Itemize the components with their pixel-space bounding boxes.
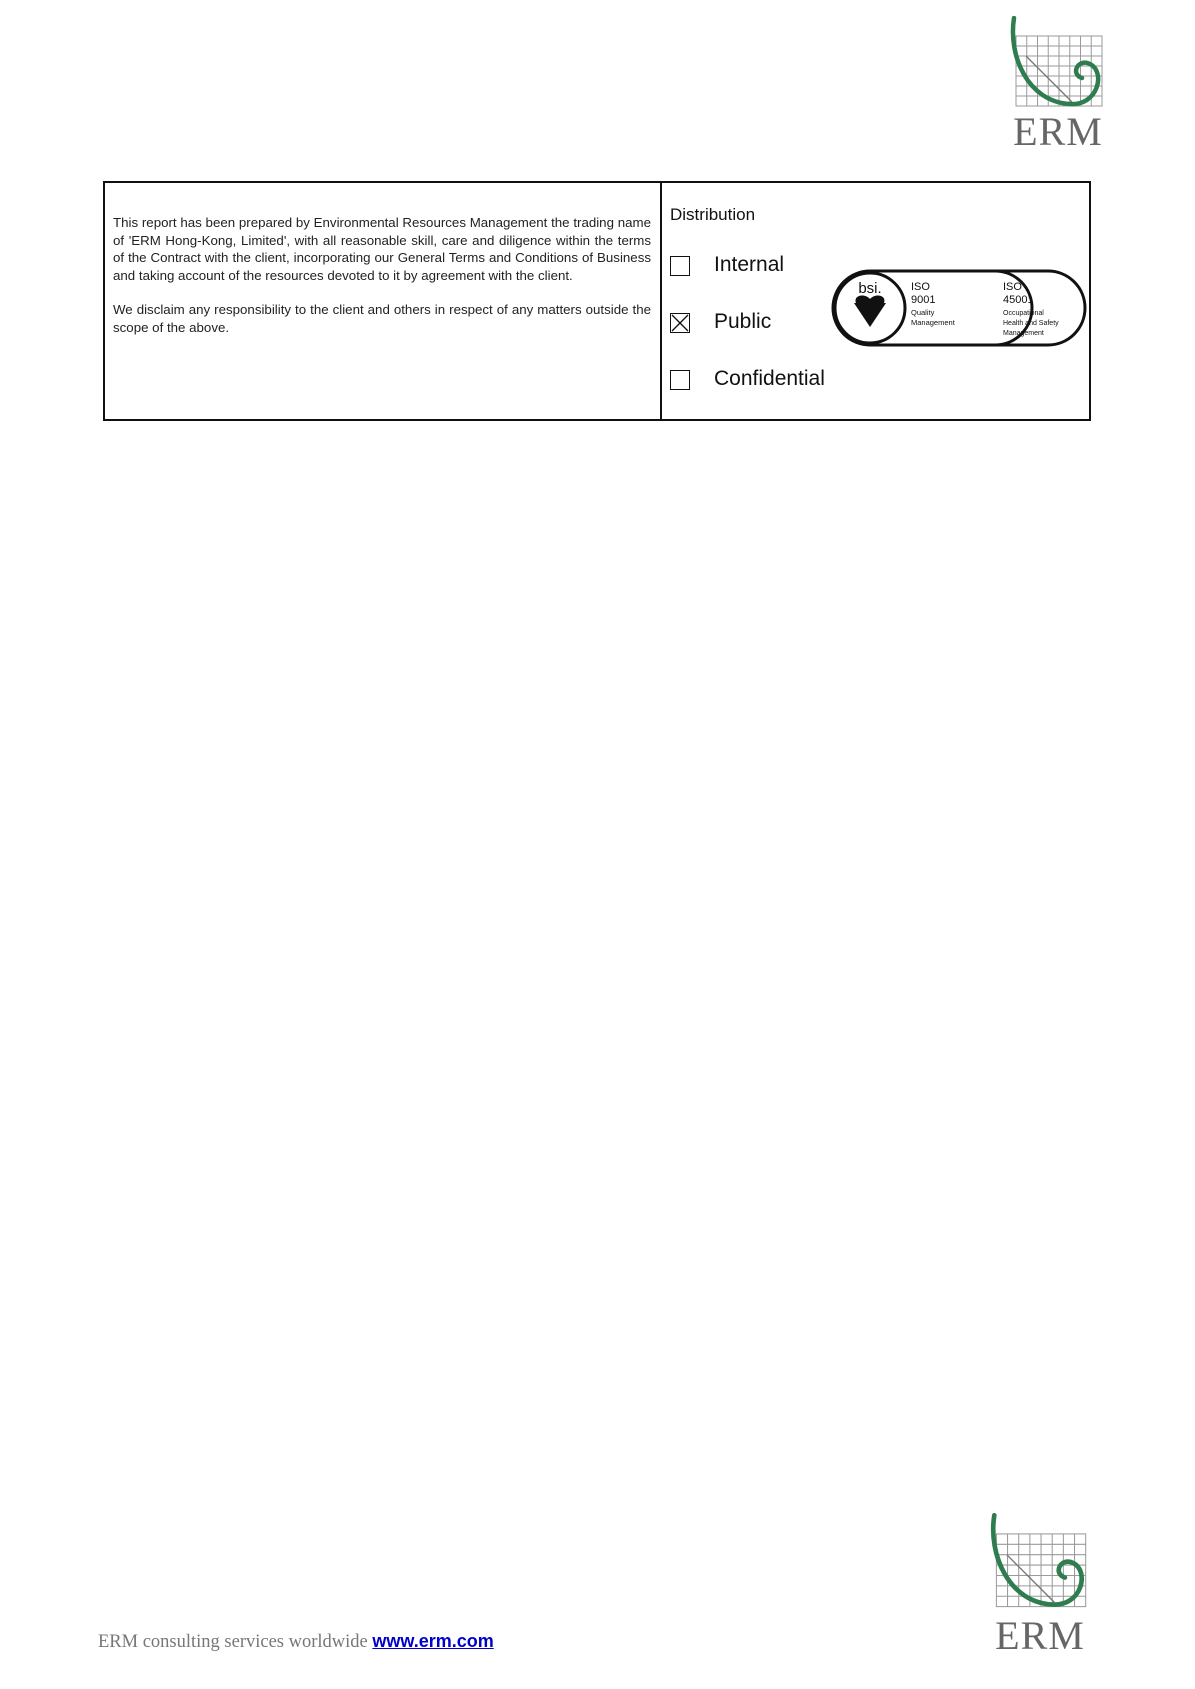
disclaimer-paragraph: This report has been prepared by Environmental Resources Management the trading name of 'ERM Hong-Kong, Limited', with all reasonable skill, care and diligence within the terms of the Contract with the client, incorporating our General Terms and Conditions of Business and taking account of the resources devoted to it by agreement with the client. [113,215,651,283]
cert1-line2: Management [911,318,955,327]
option-label: Confidential [714,367,825,390]
check-x-icon [671,314,691,334]
cert1-number: 9001 [911,294,936,306]
footer-tagline: ERM consulting services worldwide [98,1632,368,1652]
checkbox-unchecked[interactable] [670,256,690,276]
erm-logo-text: ERM [1013,109,1103,154]
erm-logo-bottom [986,1513,1094,1658]
cert1-code: ISO [911,281,930,293]
erm-logo-mark [986,1513,1094,1613]
footer-website-link[interactable]: www.erm.com [372,1631,494,1651]
bsi-brand: bsi. [858,280,882,297]
checkbox-checked[interactable] [670,313,690,333]
erm-logo-mark [1006,16,1110,112]
cert2-line2: Health and Safety [1003,320,1059,327]
checkbox-unchecked[interactable] [670,370,690,390]
report-info-box [103,181,1091,421]
option-label: Public [714,310,772,333]
bsi-certification-badge [831,269,1087,347]
cert2-line3: Management [1003,330,1044,337]
disclaimer [113,214,651,353]
option-label: Internal [714,253,785,276]
cert2-line1: Occupational [1003,310,1044,317]
erm-logo-text: ERM [995,1613,1085,1658]
cert2-code: ISO [1003,281,1022,293]
cert1-line1: Quality [911,308,935,317]
disclaimer-paragraph: We disclaim any responsibility to the client and others in respect of any matters outside the scope of the above. [113,302,651,335]
footer [98,1631,494,1653]
erm-logo-top [1006,16,1110,152]
cert2-number: 45001 [1003,294,1034,306]
column-divider [660,183,662,419]
distribution-title: Distribution [670,205,756,224]
